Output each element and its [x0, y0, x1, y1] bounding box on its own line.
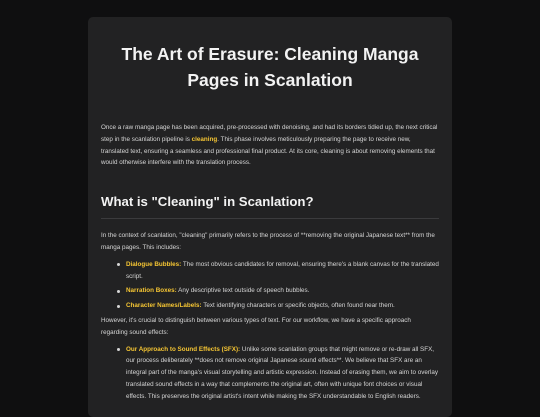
bullet-icon: [117, 348, 120, 351]
section-heading: What is "Cleaning" in Scanlation?: [101, 194, 314, 210]
intro-paragraph: [101, 122, 439, 169]
list-item-text: Text identifying characters or specific objects, often found near them.: [201, 302, 395, 310]
bullet-icon: [117, 305, 120, 308]
heading-divider: [101, 218, 439, 219]
page-title: The Art of Erasure: Cleaning Manga Pages in Scanlation: [121, 44, 419, 90]
bullet-icon: [117, 263, 120, 266]
removal-list: [101, 259, 439, 312]
list-item-text: The most obvious candidates for removal, ensuring there's a blank canvas for the translated script.: [126, 260, 439, 280]
list-item-text: Unlike some scanlation groups that might remove or re-draw all SFX, our process deliberately **does not remove original Japanese sound effects**. We believe that SFX are an integral part of the manga's visual storytelling and artistic expression. Instead of erasing them, we aim to overlay translated sound effects in a way that complements the original art, often with unique font choices or visual effects. This preserves the original artist's intent while making the SFX understandable to English readers.: [126, 345, 439, 400]
intro-highlight: cleaning: [191, 135, 218, 143]
intro-text-start: Once a raw manga page has been acquired, pre-processed with denoising, and had its borders tidied up, the next critical step in the scanlation pipeline is: [101, 124, 438, 143]
list-item: [126, 259, 439, 283]
intro-text-end: . This phase involves meticulously preparing the page to receive new, translated text, ensuring a seamless and professional final product. At its core, cleaning is about removing elements that would otherwise interfere with the translation process.: [101, 135, 435, 167]
list-item: [126, 300, 439, 312]
article-card: [88, 17, 452, 417]
list-item: [126, 285, 439, 297]
list-item-label: Dialogue Bubbles:: [126, 260, 182, 268]
bullet-icon: [117, 290, 120, 293]
list-item-label: Narration Boxes:: [126, 287, 177, 295]
list-item-text: Any descriptive text outside of speech bubbles.: [176, 287, 310, 295]
sfx-list: [101, 344, 439, 403]
list-item-label: Character Names/Labels:: [126, 302, 202, 310]
list-item: [126, 344, 439, 403]
list-item-label: Our Approach to Sound Effects (SFX):: [126, 345, 241, 353]
sfx-intro-paragraph: However, it's crucial to distinguish between various types of text. For our workflow, we have a specific approach regarding sound effects:: [101, 316, 411, 336]
section-paragraph: In the context of scanlation, "cleaning" primarily refers to the process of **removing the original Japanese text** from the manga pages. This includes:: [101, 232, 435, 251]
